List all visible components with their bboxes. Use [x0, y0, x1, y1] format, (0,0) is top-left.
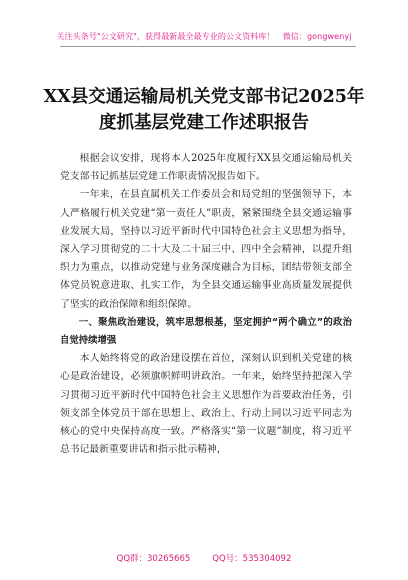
- header-promo-note: 关注头条号"公文研究"，获得最新最全最专业的公文资料库！ 微信：gongwenyj: [56, 32, 352, 41]
- document-body: [60, 150, 352, 459]
- footer: [0, 552, 408, 564]
- footer-qq-group: QQ群：30265665: [116, 554, 191, 564]
- section-heading: 一、聚焦政治建设，筑牢思想根基，坚定拥护“两个确立”的政治自觉持续增强: [60, 316, 352, 347]
- intro-paragraph: 根据会议安排，现将本人2025年度履行XX县交通运输局机关党支部书记抓基层党建工作职责情况报告如下。: [60, 153, 352, 183]
- summary-paragraph: 一年来，在县直属机关工作委员会和局党组的坚强领导下，本人严格履行机关党建“第一责任人”职责，紧紧围绕全县交通运输事业发展大局，坚持以习近平新时代中国特色社会主义思想为指导，深入学习贯彻党的二十大及二十届三中、四中全会精神，以提升组织力为重点，以推动党建与业务深度融合为目标，团结带领支部全体党员锐意进取、扎实工作，为全县交通运输事业高质量发展提供了坚实的政治保障和组织保障。: [60, 189, 352, 310]
- header-divider: [60, 46, 356, 47]
- document-title: XX县交通运输局机关党支部书记2025年度抓基层党建工作述职报告: [43, 87, 365, 133]
- footer-qq-number: QQ号：535304092: [212, 554, 292, 564]
- section-paragraph: 本人始终将党的政治建设摆在首位，深刻认识到机关党建的核心是政治建设，必须旗帜鲜明讲政治。一年来，始终坚持把深入学习贯彻习近平新时代中国特色社会主义思想作为首要政治任务，引领支部全体党员干部在思想上、政治上、行动上同以习近平同志为核心的党中央保持高度一致。严格落实“第一议题”制度，将习近平总书记最新重要讲话和指示批示精神，: [60, 353, 352, 456]
